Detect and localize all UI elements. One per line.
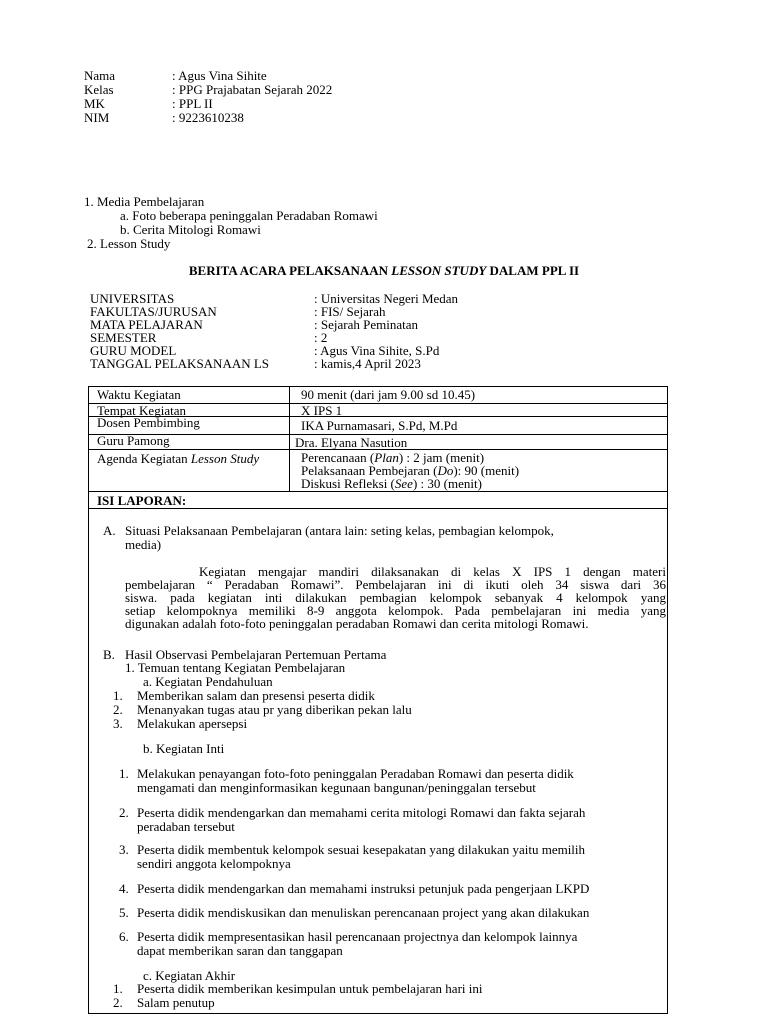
list-number: 2.: [113, 995, 123, 1010]
list-item: Memberikan salam dan presensi peserta didik: [137, 688, 375, 703]
pamong-value: Dra. Elyana Nasution: [295, 435, 408, 450]
agenda-do-text: Pelaksanaan Pembejaran (: [301, 463, 438, 478]
info-value: : Sejarah Peminatan: [314, 317, 418, 332]
para-line: siswa. pada kegiatan inti dilakukan pembagian kelompok sebanyak 4 kelompok yang: [125, 590, 666, 605]
table-row: [89, 417, 667, 435]
info-label: FAKULTAS/JURUSAN: [90, 304, 217, 319]
report-heading: ISI LAPORAN:: [97, 493, 187, 508]
list-item: Peserta didik membentuk kelompok sesuai kesepakatan yang dilakukan yaitu memilih: [137, 842, 586, 857]
info-value: : Universitas Negeri Medan: [314, 291, 459, 306]
section-b-title: Hasil Observasi Pembelajaran Pertemuan Pertama: [125, 647, 387, 662]
list-item-cont: mengamati dan menginformasikan kegunaan bangunan/peninggalan tersebut: [137, 780, 536, 795]
info-value: : kamis,4 April 2023: [314, 356, 421, 371]
list-number: 5.: [119, 905, 129, 920]
list-item: Peserta didik mendiskusikan dan menuliskan perencanaan project yang akan dilakukan: [137, 905, 590, 920]
info-label: SEMESTER: [90, 330, 157, 345]
page-title: [0, 264, 768, 278]
title-italic: LESSON STUDY: [391, 263, 487, 278]
activity-table: [88, 386, 668, 1014]
list-number: 1.: [119, 766, 129, 781]
media-item-b: b. Cerita Mitologi Romawi: [120, 222, 261, 237]
list-item-cont: peradaban tersebut: [137, 819, 235, 834]
list-item-cont: dapat memberikan saran dan tanggapan: [137, 943, 343, 958]
waktu-label: Waktu Kegiatan: [97, 387, 181, 402]
dosen-label: Dosen Pembimbing: [97, 415, 200, 430]
para-line: Kegiatan mengajar mandiri dilaksanakan di kelas X IPS 1 dengan materi: [199, 564, 666, 579]
course-label: MK: [84, 96, 105, 111]
nim-label: NIM: [84, 110, 110, 125]
name-label: Nama: [84, 68, 116, 83]
info-label: MATA PELAJARAN: [90, 317, 203, 332]
table-row: [89, 387, 667, 404]
inti-heading: b. Kegiatan Inti: [143, 741, 225, 756]
agenda-plan-italic: Plan: [374, 450, 399, 465]
list-item: Salam penutup: [137, 995, 215, 1010]
list-item: Melakukan penayangan foto-foto peninggalan Peradaban Romawi dan peserta didik: [137, 766, 574, 781]
list-number: 3.: [119, 842, 129, 857]
agenda-label: [97, 452, 259, 466]
media-item-a: a. Foto beberapa peninggalan Peradaban Romawi: [120, 208, 378, 223]
list-number: 3.: [113, 716, 123, 731]
section-a-title-cont: media): [125, 537, 162, 552]
media-item-2: 2. Lesson Study: [87, 236, 171, 251]
pendahuluan-heading: a. Kegiatan Pendahuluan: [143, 674, 273, 689]
list-item: Peserta didik mendengarkan dan memahami cerita mitologi Romawi dan fakta sejarah: [137, 805, 586, 820]
media-item-1: 1. Media Pembelajaran: [84, 194, 205, 209]
agenda-see-value: ) : 30 (menit): [412, 476, 482, 491]
list-item: Peserta didik mempresentasikan hasil perencanaan projectnya dan kelompok lainnya: [137, 929, 578, 944]
list-number: 2.: [113, 702, 123, 717]
info-label: GURU MODEL: [90, 343, 177, 358]
report-section: [89, 492, 667, 1012]
list-item: Peserta didik mendengarkan dan memahami instruksi petunjuk pada pengerjaan LKPD: [137, 881, 590, 896]
class-value: : PPG Prajabatan Sejarah 2022: [172, 82, 333, 97]
agenda-plan-value: ) : 2 jam (menit): [398, 450, 485, 465]
para-line: digunakan adalah foto-foto peninggalan peradaban Romawi dan cerita mitologi Romawi.: [125, 616, 589, 631]
situation-paragraph: [125, 565, 666, 630]
para-line: pembelajaran “ Peradaban Romawi”. Pembelajaran ini di ikuti oleh 34 siswa dari 36: [125, 577, 666, 592]
tempat-value: X IPS 1: [301, 403, 343, 418]
table-row: [89, 450, 667, 492]
info-label: TANGGAL PELAKSANAAN LS: [90, 356, 270, 371]
list-item-cont: sendiri anggota kelompoknya: [137, 856, 291, 871]
tempat-label: Tempat Kegiatan: [97, 403, 186, 418]
list-number: 2.: [119, 805, 129, 820]
pamong-label: Guru Pamong: [97, 433, 170, 448]
list-item: Menanyakan tugas atau pr yang diberikan pekan lalu: [137, 702, 412, 717]
agenda-see-italic: See: [394, 476, 413, 491]
title-suffix: DALAM PPL II: [486, 263, 580, 278]
course-value: : PPL II: [172, 96, 213, 111]
info-label: UNIVERSITAS: [90, 291, 175, 306]
title-prefix: BERITA ACARA PELAKSANAAN: [188, 263, 392, 278]
section-a-marker: A.: [103, 523, 116, 538]
table-row: [89, 435, 667, 450]
agenda-label-italic: Lesson Study: [190, 451, 260, 466]
info-value: : Agus Vina Sihite, S.Pd: [314, 343, 440, 358]
name-value: : Agus Vina Sihite: [172, 68, 267, 83]
nim-value: : 9223610238: [172, 110, 244, 125]
list-number: 4.: [119, 881, 129, 896]
list-number: 1.: [113, 688, 123, 703]
akhir-heading: c. Kegiatan Akhir: [143, 968, 236, 983]
list-item: Peserta didik memberikan kesimpulan untuk pembelajaran hari ini: [137, 981, 483, 996]
info-value: : FIS/ Sejarah: [314, 304, 386, 319]
agenda-label-prefix: Agenda Kegiatan: [97, 451, 191, 466]
waktu-value: 90 menit (dari jam 9.00 sd 10.45): [301, 387, 476, 402]
section-a-title: Situasi Pelaksanaan Pembelajaran (antara lain: seting kelas, pembagian kelompok,: [125, 523, 554, 538]
finding-heading: 1. Temuan tentang Kegiatan Pembelajaran: [125, 660, 346, 675]
class-label: Kelas: [84, 82, 114, 97]
agenda-do-value: ): 90 (menit): [453, 463, 520, 478]
list-number: 1.: [113, 981, 123, 996]
list-number: 6.: [119, 929, 129, 944]
report-heading-rule: [89, 508, 667, 509]
agenda-value: [301, 451, 519, 490]
agenda-do-italic: Do: [437, 463, 454, 478]
list-item: Melakukan apersepsi: [137, 716, 248, 731]
para-line: setiap kelompoknya memiliki 8-9 anggota kelompok. Pada pembelajaran ini media yang: [125, 603, 666, 618]
agenda-plan-text: Perencanaan (: [301, 450, 375, 465]
info-value: : 2: [314, 330, 328, 345]
agenda-see-text: Diskusi Refleksi (: [301, 476, 395, 491]
dosen-value: IKA Purnamasari, S.Pd, M.Pd: [301, 418, 458, 433]
section-b-marker: B.: [103, 647, 115, 662]
